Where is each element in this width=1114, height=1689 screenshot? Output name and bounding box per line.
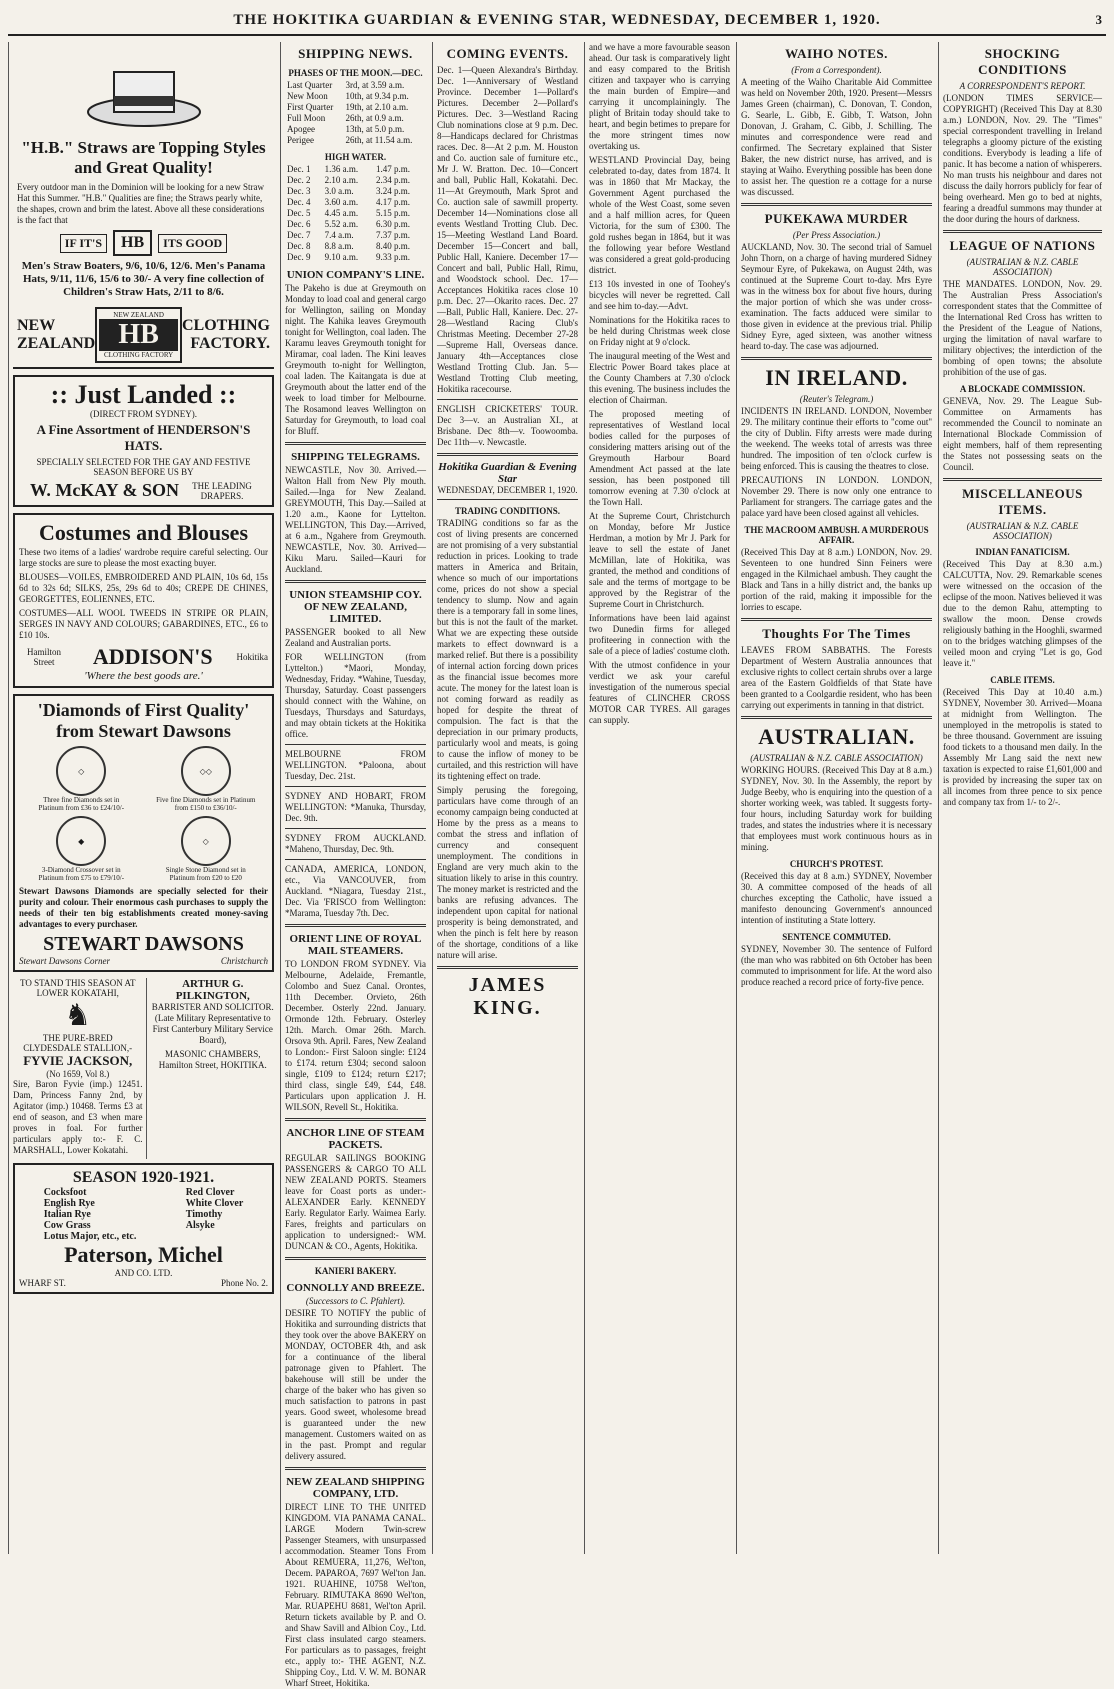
table-row: Apogee 13th, at 5.0 p.m.: [287, 124, 405, 134]
high-water-title: HIGH WATER.: [324, 152, 387, 162]
table-row: Dec. 4 3.60 a.m. 4.17 p.m.: [287, 197, 410, 207]
macroom-body: (Received This Day at 8 a.m.) LONDON, Nov. 29. Seventeen to one hundred Sinn Feiners were engaged in the Kilmichael ambush. They caught the Black and Tans in a hilly district and, the banks up portion of the raid, making it impossible for the lorries to escape.: [741, 547, 932, 612]
nz-factory-top: NEW ZEALAND: [113, 311, 164, 319]
paper-date: WEDNESDAY, DECEMBER 1, 1920.: [437, 485, 578, 495]
table-row: Last Quarter 3rd, at 3.59 a.m.: [287, 80, 405, 90]
mckay-firm: W. McKAY & SON: [29, 480, 179, 500]
column-editorial: [432, 42, 582, 1554]
stallion-vol: (No 1659, Vol 8.): [46, 1069, 110, 1079]
ring4-caption: Single Stone Diamond set in Platinum from £20 to £20: [165, 866, 246, 882]
straw-hat-icon: [84, 52, 204, 132]
misc-title: MISCELLANEOUS ITEMS.: [962, 486, 1083, 517]
column-advertisements: [8, 42, 278, 1554]
paterson-co: AND CO. LTD.: [114, 1268, 173, 1278]
australian-title: AUSTRALIAN.: [758, 724, 915, 749]
seed-item: White Clover: [185, 1198, 244, 1209]
news-paragraph: At the Supreme Court, Christchurch on Monday, before Mr Justice Herdman, a motion by Mr J. Park for leave to sell the estate of Janet McMillan, late of Hokitika, was granted, the method and conditions of sale and the terms of mortgage to be approved by the Registrar of the Supreme Court in Christchurch.: [589, 511, 730, 609]
nz-factory-bottom: CLOTHING FACTORY: [104, 351, 174, 359]
ring-icon: ◆: [56, 816, 106, 866]
seed-item: Timothy: [185, 1209, 223, 1220]
hats-headline: "H.B." Straws are Topping Styles and Great Quality!: [21, 138, 266, 177]
table-row: Dec. 2 2.10 a.m. 2.34 p.m.: [287, 175, 410, 185]
nz-new: NEW: [17, 317, 56, 334]
trading-title: TRADING CONDITIONS.: [454, 506, 561, 516]
table-row: Dec. 8 8.8 a.m. 8.40 p.m.: [287, 241, 410, 251]
moon-title: PHASES OF THE MOON.—DEC.: [288, 68, 423, 78]
addisons-town: Hokitika: [236, 652, 268, 662]
fanaticism-body: (Received This Day at 8.30 a.m.) CALCUTTA, Nov. 29. Remarkable scenes were witnessed on the occasion of the eclipse of the moon. Natives believed it was due to the demon Rahu, attempting to swallow the moon. Dense crowds religiously bathing in the Hooghli, swarmed on to the bridges watching glimpses of the veiled moon and crying "Let is go, God leave it.": [943, 559, 1102, 668]
table-row: Dec. 9 9.10 a.m. 9.33 p.m.: [287, 252, 410, 262]
ring-icon: ◇: [181, 816, 231, 866]
australian-sub: (AUSTRALIAN & N.Z. CABLE ASSOCIATION): [750, 753, 923, 763]
hats-prices: Men's Straw Boaters, 9/6, 10/6, 12/6. Men's Panama Hats, 9/11, 11/6, 15/6 to 30/- A very fine collection of Children's Straw Hats, 2/11 to 8/6.: [21, 260, 266, 298]
precautions-body: PRECAUTIONS IN LONDON. LONDON, November 29. There is now only one entrance to Parliament for strangers. The carriage gates and the palace yard have been closed against all vehicles.: [741, 475, 932, 518]
shocking-title: SHOCKING CONDITIONS: [978, 46, 1067, 77]
news-paragraph: and we have a more favourable season ahead. Our task is comparatively light and easy compared to the British citizen and taxpayer who is carrying the main burden of Empire—and carrying it uncomplainingly. The plight of Britain today should take to heart, and begin betimes to prepare for the more stringent times now overtaking us.: [589, 42, 730, 151]
seed-item: English Rye: [43, 1198, 95, 1209]
paper-nameplate: Hokitika Guardian & Evening Star: [438, 461, 577, 485]
table-row: First Quarter 19th, at 2.10 a.m.: [287, 102, 409, 112]
union-co-sub: PASSENGER booked to all New Zealand and Australian ports.: [285, 627, 426, 648]
nz-zealand: ZEALAND: [17, 335, 96, 352]
mandates-body: THE MANDATES. LONDON, Nov. 29. The Australian Press Association's correspondent states that the Committee of the International Red Cross has written to the President of the League of Nations, urging the limitation of naval warfare to military objectives; the interdiction of the bombing of open towns; the absolute prohibition of the use of gas.: [943, 279, 1102, 377]
working-hours-body: WORKING HOURS. (Received This Day at 8 a.m.) SYDNEY, Nov. 30. In the Assembly, the report by Judge Beeby, who is enquiring into the question of a shorter working week, was tabled. It suggests forty-four hours, including Saturday work for building trades, and states the industries where it is necessary that employees must work continuous hours as in mining.: [741, 765, 932, 852]
union-line-title: UNION COMPANY'S LINE.: [286, 269, 425, 281]
just-landed-title: :: Just Landed ::: [50, 380, 237, 409]
news-paragraph: Informations have been laid against two Dunedin firms for alleged profiteering in connection with the sale of a piece of ladies' costume cloth.: [589, 613, 730, 656]
union-wellington: FOR WELLINGTON (from Lyttelton.) *Maori, Monday, Wednesday, Friday. *Wahine, Tuesday, Thursday, Saturday. Coast passengers should connect with the Wahine, on Tuesdays, Thursdays and Saturdays, and may obtain tickets at the Hokitika office.: [285, 652, 426, 739]
ring-icon: ◇: [56, 746, 106, 796]
union-co-title: UNION STEAMSHIP COY. OF NEW ZEALAND, LIMITED.: [289, 589, 422, 625]
shipping-news-title: SHIPPING NEWS.: [298, 46, 413, 61]
costumes-title: Costumes and Blouses: [38, 520, 249, 545]
anchor-body: REGULAR SAILINGS BOOKING PASSENGERS & CARGO TO ALL NEW ZEALAND PORTS. Steamers leave for Coast ports as under:- ALEXANDER Early. KENNEDY Early. Regulator Early. Waimea Early. Fares, freights and particulars on application to undersigned:- WM. DUNCAN & CO., Agents, Hokitika.: [285, 1153, 426, 1251]
league-title: LEAGUE OF NATIONS: [949, 238, 1096, 253]
shocking-sub: A CORRESPONDENT'S REPORT.: [959, 81, 1086, 91]
costumes-intro: These two items of a ladies' wardrobe require careful selecting. Our large stocks are sure to please the most exacting buyer.: [19, 547, 268, 568]
blockade-title: A BLOCKADE COMMISSION.: [959, 384, 1086, 394]
seed-item: Red Clover: [185, 1187, 235, 1198]
news-paragraph: WESTLAND Provincial Day, being celebrated to-day, dates from 1874. It was in 1860 that Mr Mackay, the Government Agent purchased the whole of the West Coast, some seven and a half million acres, for Queen Victoria, for the sum of £300. The gold rushes began in 1864, but it was the following year before Westland was considered a great gold-producing district.: [589, 155, 730, 275]
connolly-title: CONNOLLY AND BREEZE.: [286, 1282, 425, 1294]
churchs-title: CHURCH'S PROTEST.: [789, 859, 884, 869]
just-landed-direct: (DIRECT FROM SYDNEY).: [89, 409, 198, 419]
seed-item: Cocksfoot: [43, 1187, 87, 1198]
hb-logo: HB: [113, 230, 152, 256]
pilkington-address: MASONIC CHAMBERS, Hamilton Street, HOKITIKA.: [158, 1049, 267, 1070]
ireland-body: INCIDENTS IN IRELAND. LONDON, November 29. The military continue their efforts to "come out" the city of Dublin. Fifty arrests were made during the weekend. The weeks total of arrests was three hundred. The imposition of ten o'clock curfew is being enforced. This is causing the theatres to close.: [741, 406, 932, 471]
pukekawa-sub: (Per Press Association.): [792, 230, 881, 240]
table-row: Dec. 3 3.0 a.m. 3.24 p.m.: [287, 186, 410, 196]
pilkington-body: BARRISTER AND SOLICITOR. (Late Military Representative to First Canterbury Military Service Board),: [151, 1002, 274, 1045]
column-shipping: [280, 42, 430, 1688]
news-paragraph: £13 10s invested in one of Toohey's bicycles will never be regretted. Call and see him to-day.—Advt.: [589, 279, 730, 311]
costumes-ad: [13, 513, 274, 688]
shocking-body: (LONDON TIMES SERVICE—COPYRIGHT) (Received This Day at 8.30 a.m.) LONDON, Nov. 29. The "Times" special correspondent travelling in Ireland telegraphs a gloomy picture of the existing conditions. Everybody is leading a life of panic. It has become a nation of whisperers. No man trusts his neighbour and dares not discuss the daily horrors publicly for fear of being overheard. Men go to bed at nights, fearing a dreadful summons may thunder at the door during the hours of darkness.: [943, 93, 1102, 224]
season-title: SEASON 1920-1921.: [72, 1169, 215, 1186]
table-row: Dec. 7 7.4 a.m. 7.37 p.m.: [287, 230, 410, 240]
connolly-body: DESIRE TO NOTIFY the public of Hokitika and surrounding districts that they took over the above BAKERY on MONDAY, OCTOBER 4th, and ask for a continuance of the liberal patronage given to Pfahlert. The bakehouse will still be under the charge of the baker who has given so much satisfaction to patrons in past years. Good sweet, wholesome bread is guaranteed under the new management. Customers waited on as in the past. Prompt and regular delivery assured.: [285, 1308, 426, 1461]
ireland-sub: (Reuter's Telegram.): [799, 394, 874, 404]
nz-clothing-factory: [17, 307, 270, 363]
column-local-news: [584, 42, 734, 1554]
costumes-costumes: COSTUMES—ALL WOOL TWEEDS IN STRIPE OR PLAIN, SERGES IN NAVY AND COLOURS; GABARDINES, ETC., £6 to £10 10s.: [19, 608, 268, 640]
news-paragraph: Nominations for the Hokitika races to be held during Christmas week close on Friday night at 9 o'clock.: [589, 315, 730, 347]
ring-icon: ◇◇: [181, 746, 231, 796]
table-row: Dec. 6 5.52 a.m. 6.30 p.m.: [287, 219, 410, 229]
hb-factory-logo: [95, 307, 182, 363]
pilkington-ad: [146, 978, 274, 1159]
union-sydney-auckland: SYDNEY FROM AUCKLAND. *Maheno, Thursday, Dec. 9th.: [285, 833, 426, 854]
seed-item: Lotus Major, etc., etc.: [43, 1231, 137, 1242]
waiho-body: A meeting of the Waiho Charitable Aid Committee was held on November 20th, 1920. Present—Messrs James Green (chairman), C. Donovan, T. Condon, G. Searle, L. Gibb, E. Gibb, T. Watson, John Donovan, J. Graham, C. Gibb, J. Schilling. The minutes and correspondence were read and confirmed. The Secretary explained that Sister Baker, the new district nurse, has arrived, and is staying at Waiho. Everything possible has been done to assist her. The question re a cottage for a nurse was discussed.: [741, 77, 932, 197]
mckay-tag: THE LEADING DRAPERS.: [192, 480, 252, 501]
fanaticism-title: INDIAN FANATICISM.: [975, 547, 1070, 557]
costumes-blouses: BLOUSES—VOILES, EMBROIDERED AND PLAIN, 10s 6d, 15s 6d to 32s 6d; SILKS, 25s, 29s 6d to 40s; CREPE DE CHINES, GEORGETTES, EOLIENNES, ETC.: [19, 572, 268, 604]
news-paragraph: The proposed meeting of representatives of Westland local bodies called for the purposes of considering matters arising out of the Greymouth Harbour Board Amendment Act passed at the late session, has been postponed till tomorrow evening at 7.30 o'clock at the Town Hall.: [589, 409, 730, 507]
just-landed-specially: SPECIALLY SELECTED FOR THE GAY AND FESTIVE SEASON BEFORE US BY: [36, 457, 251, 477]
trading-body-2: Simply perusing the foregoing, particulars have come through of an economy campaign being conducted at Home by the press as a means to combat the stress and inflation of currency and consequent unemployment. The conditions in England are very much akin to the situation likely to arise in this country. The money market is restricted and the banks are refusing advances. The independent upon capital for national prosperity is being demonstrated, and when the pinch is felt here by reason of the shortage, conditions of a like nature will arise.: [437, 785, 578, 960]
ring1-caption: Three fine Diamonds set in Platinum from £36 to £24/10/-: [38, 796, 125, 812]
news-paragraph: With the utmost confidence in your verdict we ask your careful investigation of the numerous special features of CLINCHER CROSS MOTOR CAR TYRES. All garages can supply.: [589, 660, 730, 725]
anchor-title: ANCHOR LINE OF STEAM PACKETS.: [286, 1127, 425, 1151]
hats-ad: [13, 42, 274, 369]
diamonds-note: Stewart Dawsons Diamonds are specially selected for their purity and colour. Their enormous cash purchases to supply the needs of their ten big establishments created money-saving advantages to every purchaser.: [19, 886, 268, 929]
moon-table: [285, 80, 426, 146]
coming-events-title: COMING EVENTS.: [446, 46, 569, 61]
union-melbourne: MELBOURNE FROM WELLINGTON. *Paloona, about Tuesday, Dec. 21st.: [285, 749, 426, 781]
just-landed-ad: [13, 375, 274, 507]
orient-title: ORIENT LINE OF ROYAL MAIL STEAMERS.: [289, 933, 422, 957]
cable-title: CABLE ITEMS.: [990, 675, 1055, 685]
column-cables: [938, 42, 1106, 1554]
nz-clothing: CLOTHING: [181, 317, 270, 334]
stewart-city: Christchurch: [220, 956, 268, 966]
nz-factory: FACTORY.: [190, 335, 270, 352]
diamonds-title: 'Diamonds of First Quality' from Stewart Dawsons: [37, 700, 250, 741]
churchs-body: (Received this day at 8 a.m.) SYDNEY, November 30. A committee composed of the heads of all churches excepting the Catholic, have issued a manifesto denouncing Government's announced intention of instituting a State lottery.: [741, 871, 932, 925]
stewart-firm: STEWART DAWSONS: [43, 933, 244, 955]
stallion-name: FYVIE JACKSON,: [23, 1053, 133, 1068]
newspaper-page: [8, 6, 1106, 1688]
coming-events-body: Dec. 1—Queen Alexandra's Birthday. Dec. 1—Anniversary of Westland Province. December 1—Pollard's Pictures. December 2—Pollard's Pictures. Dec. 3—Westland Racing Club nominations close at 9 p.m. Dec. 8—Handicaps declared for Christmas races. Dec. 8—At 2 p.m. M. Houston and Co. auction sale of furniture etc., Mr J. W. Bratton. Dec. 10—Concert and ball, Public Hall, Kokatahi. Dec. 11—At Greymouth, Mark Sprot and Co. auction sale of sawmill property. December 14—Nominations close all events Westland Trotting Club. Dec. 15—Meeting Westland Land Board. December 15—Concert and ball, Public Hall, Kaniere. December 17—Concert and ball, Public Hall, Rimu, and Woodstock school. Dec. 17—Acceptances Hokitika races close 10 p.m. Dec. 27—Okarito races. Dec. 27—Ball, Public Hall, Kaniere. Dec. 27-28—Westland Racing Club's Christmas Meeting. December 27-28—Supreme Hall, Overseas dance. January 4th—Acceptances close Westland Trotting Club. Jan. 5—Westland Trotting Club meeting, Hokitika racecourse.: [437, 65, 578, 394]
kaniere-bakery: KANIERI BAKERY.: [314, 1266, 397, 1276]
just-landed-assortment: A Fine Assortment of HENDERSON'S HATS.: [36, 422, 251, 453]
hb-badge: [17, 230, 270, 256]
hats-body: Every outdoor man in the Dominion will be looking for a new Straw Hat this Summer. "H.B." Qualities are fine; the Straws pearly white, the shapes, crown and brim the latest. Above all these considerations is the fact that: [17, 182, 265, 225]
sentence-body: SYDNEY, November 30. The sentence of Fulford (the man who was rabbited on 6th October has been commuted to imprisonment for life. At the word also produce reached a record price of forty-five pence.: [741, 944, 932, 987]
season-ad: [13, 1163, 274, 1294]
waiho-sub: (From a Correspondent).: [791, 65, 882, 75]
union-sydney-hobart: SYDNEY AND HOBART, FROM WELLINGTON: *Manuka, Thursday, Dec. 9th.: [285, 791, 426, 823]
seed-item: Alsyke: [185, 1220, 215, 1231]
column-notes: [736, 42, 936, 1554]
table-row: Full Moon 26th, at 0.9 a.m.: [287, 113, 404, 123]
table-row: Dec. 5 4.45 a.m. 5.15 p.m.: [287, 208, 410, 218]
diamonds-ad: [13, 694, 274, 972]
cricketers-body: ENGLISH CRICKETERS' TOUR. Dec 3—v. an Australian XI., at Brisbane. Dec 8th—v. Toowoomba. Dec 11th—v. Newcastle.: [437, 404, 578, 447]
blockade-body: GENEVA, Nov. 29. The League Sub-Committee on Armaments has recommended the Council to nominate an International Blockade Commission of eight members, half of them representing the States not possessing seats on the Council.: [943, 396, 1102, 472]
addisons-firm: ADDISON'S: [92, 644, 213, 669]
macroom-title: THE MACROOM AMBUSH. A MURDEROUS AFFAIR.: [744, 525, 929, 545]
stallion-body: Sire, Baron Fyvie (imp.) 12451. Dam, Princess Fanny 2nd, by Agitator (imp.) 10468. Terms £3 at end of season, and £3 when mare proves in foal. For further particulars apply to:- F. C. MARSHALL, Lower Kokatahi.: [13, 1079, 143, 1155]
table-row: Dec. 1 1.36 a.m. 1.47 p.m.: [287, 164, 410, 174]
telegrams-title: SHIPPING TELEGRAMS.: [291, 451, 420, 463]
paterson-wharf: WHARF ST.: [19, 1278, 66, 1288]
stallion-ad: [13, 978, 142, 1159]
thoughts-body: LEAVES FROM SABBATHS. The Forests Department of Western Australia announces that exclusive rights to collect certain shrubs over a large area of the Eastern Goldfields of that State have been granted to a Coolgardie resident, who has been carrying out experiments in tanning in that district.: [741, 645, 932, 710]
hb-badge-right: ITS GOOD: [158, 234, 227, 253]
seed-item: Cow Grass: [43, 1220, 91, 1231]
telegrams-body: NEWCASTLE, Nov 30. Arrived.—Walton Hall from New Ply mouth. Sailed.—Inga for New Zealand. GREYMOUTH, This Day.—Sailed at 1.20 a.m., Kaone for Lyttelton. WELLINGTON, This Day.—Arrived, at 6 a.m., Ngahere from Greymouth. NEWCASTLE, Nov. 30. Arrived—Kiku Maru. Sailed—Kauri for Auckland.: [285, 465, 426, 574]
waiho-title: WAIHO NOTES.: [785, 46, 888, 61]
table-row: New Moon 10th, at 9.34 p.m.: [287, 91, 409, 101]
table-row: Perigee 26th, at 11.54 a.m.: [287, 135, 413, 145]
orient-body: TO LONDON FROM SYDNEY. Via Melbourne, Adelaide, Fremantle, Colombo and Suez Canal. Orontes, 11th December. Orvieto, 26th December. Osterly 22nd. January. Ormonde 12th. February. Osterley 12th. March. Omar 26th. March. Orsova 9th. April. Fares, New Zealand to London:- First Saloon single: £124 to £174. return £304; second saloon single, £109 to £124; return £217; third class, single £49, £44, £48. Particulars upon application J. H. WILSON, Revell St., Hokitika.: [285, 959, 426, 1112]
addisons-street: Hamilton Street: [27, 647, 61, 667]
trading-body: TRADING conditions so far as the cost of living presents are concerned are not promising of a very substantial reduction in prices. Looking to trade matters in America and Britain, whence so much of our importations come, prices do not show a special tendency to slump. Now and again there is a temporary fall in some lines, but this is not the fault of the market. What we are expecting these outside markets to effect downward is a marked relief. But there is a possibility of internal action forcing down prices as the financial issue becomes more acute. The money for the latest loan is not coming forward as readily as hoped for despite the threat of compulsion. The fact is that the depreciation in our primary products, particularly wool and meats, is going to cause the inflow of money to be curtailed, and this restriction will have its tightening effect on trade.: [437, 518, 578, 781]
ring2-caption: Five fine Diamonds set in Platinum from £150 to £36/10/-: [156, 796, 256, 812]
cable-body: (Received This Day at 10.40 a.m.) SYDNEY, November 30. Arrived—Moana at midnight from Wellington. The unemployed in the metropolis is stated to be three thousand. Government are issuing food tickets to a thousand men daily. In the Assembly Mr Lang said the next new taxation is expected to raise £1,601,000 and is provided by increasing the super tax on all incomes from three pence to six pence and company tax from 1/- to 2/-.: [943, 687, 1102, 807]
james-king: JAMES KING.: [468, 974, 547, 1019]
pukekawa-body: AUCKLAND, Nov. 30. The second trial of Samuel John Thorn, on a charge of having murdered Sidney Seymour Eyre, of Pukekawa, on August 24th, was continued at the Supreme Court to-day. Mrs Eyre was in the witness box for about five hours, during the major portion of which she was under cross-examination. The facts adduced were similar to those given in evidence at the previous trial. Philip Sidney Eyre, aged sixteen, was another witness heard to-day. The case was adjourned.: [741, 242, 932, 351]
ireland-title: IN IRELAND.: [765, 365, 908, 390]
masthead: [8, 6, 1106, 36]
connolly-sub: (Successors to C. Pfahlert).: [305, 1296, 406, 1306]
masthead-title: THE HOKITIKA GUARDIAN & EVENING STAR, WEDNESDAY, DECEMBER 1, 1920.: [233, 12, 881, 28]
union-canada: CANADA, AMERICA, LONDON, etc., Via VANCOUVER, from Auckland. *Niagara, Tuesday 21st., Dec. Via 'FRISCO from Wellington: *Marama, Tuesday 7th. Dec.: [285, 864, 426, 918]
seed-item: Italian Rye: [43, 1209, 91, 1220]
nz-factory-hb: HB: [99, 319, 178, 351]
hb-badge-left: IF IT'S: [60, 234, 107, 253]
nz-shipping-body: DIRECT LINE TO THE UNITED KINGDOM. VIA PANAMA CANAL. LARGE Modern Twin-screw Passenger Steamers, with unsurpassed accommodation. Steamer Tons From About REMUERA, 11,276, Wel'ton, Decem. PAPAROA, 7697 Wel'ton Jan. 1921. RUAHINE, 10758 Wel'ton, February. RIMUTAKA 8690 Wel'ton, Mar. RUAPEHU 8681, Wel'ton April. Return tickets available by P. and O. and Shaw Savill and Albion Coy., Ltd. First class insulated cargo steamers. For particulars as to passages, freight etc., apply to:- THE AGENT, N.Z. Shipping Coy., Ltd. V. W. M. BONAR Wharf Street, Hokitika.: [285, 1502, 426, 1688]
union-line-body: The Pakeho is due at Greymouth on Monday to load coal and general cargo for Wellington, sailing on Monday night. The Kahika leaves Greymouth tonight for Wellington, coal laden. The Karamu leaves Greymouth tonight for Miramar, coal laden. The Kini leaves Greymouth to-night for Wellington, coal laden. The Kaitangata is due at Greymouth about the latter end of the week to load timber for Melbourne. The Rosamond leaves Wellington on Saturday for Greymouth, to load coal for Bluff.: [285, 283, 426, 436]
nz-shipping-title: NEW ZEALAND SHIPPING COMPANY, LTD.: [286, 1476, 425, 1500]
league-sub: (AUSTRALIAN & N.Z. CABLE ASSOCIATION): [966, 257, 1079, 277]
stewart-corner: Stewart Dawsons Corner: [19, 956, 111, 966]
news-paragraph: The inaugural meeting of the West and Electric Power Board takes place at the County Chambers at 7.30 o'clock this evening. The business includes the election of Chairman.: [589, 351, 730, 405]
paterson-firm: Paterson, Michel: [64, 1242, 223, 1267]
horse-icon: ♞: [64, 999, 92, 1032]
stallion-title: THE PURE-BRED CLYDESDALE STALLION,-: [23, 1033, 133, 1053]
sentence-title: SENTENCE COMMUTED.: [782, 932, 891, 942]
pukekawa-title: PUKEKAWA MURDER: [764, 211, 909, 226]
ring3-caption: 3-Diamond Crossover set in Platinum from £75 to £79/10/-: [38, 866, 125, 882]
pilkington-name: ARTHUR G. PILKINGTON,: [175, 978, 250, 1002]
addisons-slogan: 'Where the best goods are.': [84, 670, 203, 682]
paterson-phone: Phone No. 2.: [221, 1278, 268, 1288]
misc-sub: (AUSTRALIAN & N.Z. CABLE ASSOCIATION): [966, 521, 1079, 541]
high-water-table: [285, 164, 426, 263]
thoughts-title: Thoughts For The Times: [762, 626, 911, 641]
stallion-stand: TO STAND THIS SEASON AT LOWER KOKATAHI,: [20, 978, 136, 998]
page-number: 3: [1095, 12, 1102, 27]
